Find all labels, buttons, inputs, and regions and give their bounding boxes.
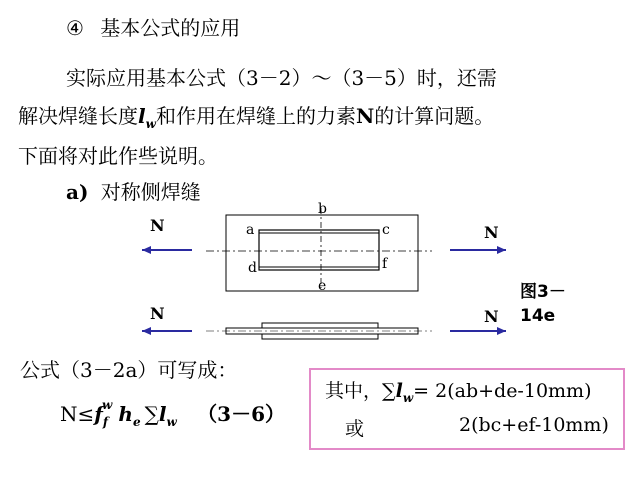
figure-caption-line-2: 14e [520, 306, 556, 326]
paragraph-line-2: 解决焊缝长度$l_w$和作用在焊缝上的力素N的计算问题。 [18, 104, 495, 131]
formula-number: （3－6） [197, 402, 286, 426]
cover-plate [259, 230, 379, 270]
force-label-top-right: N [484, 223, 499, 242]
symbol-lw: $l_w$ [138, 104, 156, 131]
force-label-bottom-right: N [484, 307, 499, 326]
point-d: d [248, 260, 257, 276]
arrow-top-left [142, 246, 192, 254]
note-box [309, 368, 625, 450]
note-line-2: 2(bc+ef-10mm) [459, 414, 609, 436]
circled-number: ④ [66, 16, 84, 40]
point-b: b [318, 201, 327, 217]
section-title: 基本公式的应用 [100, 16, 241, 40]
point-e: e [318, 278, 327, 294]
arrow-bottom-right [450, 327, 506, 335]
paragraph-line-3: 下面将对此作些说明。 [18, 144, 218, 168]
subheading-text: 对称侧焊缝 [100, 180, 201, 204]
force-label-bottom-left: N [150, 304, 165, 323]
note-or: 或 [345, 418, 365, 440]
formula-intro: 公式（3－2a）可写成： [20, 358, 238, 382]
arrow-top-right [450, 246, 506, 254]
note-line-1: 其中，$\sum l_w= 2(ab+de-10mm)$ [325, 380, 592, 405]
side-cover-top [262, 323, 378, 328]
subheading-label: a) [66, 180, 89, 204]
arrow-bottom-left [142, 327, 192, 335]
formula-expression: $N\le f_f^w$ $h_e$ $\sum l_w$ （3－6） [60, 398, 286, 429]
force-label-top-left: N [150, 216, 165, 235]
point-c: c [382, 222, 390, 238]
paragraph-line-1: 实际应用基本公式（3－2）～（3－5）时，还需 [66, 66, 497, 90]
symbol-N: N [355, 104, 375, 128]
figure-caption-line-1: 图3－ [520, 282, 566, 302]
point-a: a [246, 222, 255, 238]
side-cover-bottom [262, 334, 378, 339]
point-f: f [382, 256, 388, 272]
